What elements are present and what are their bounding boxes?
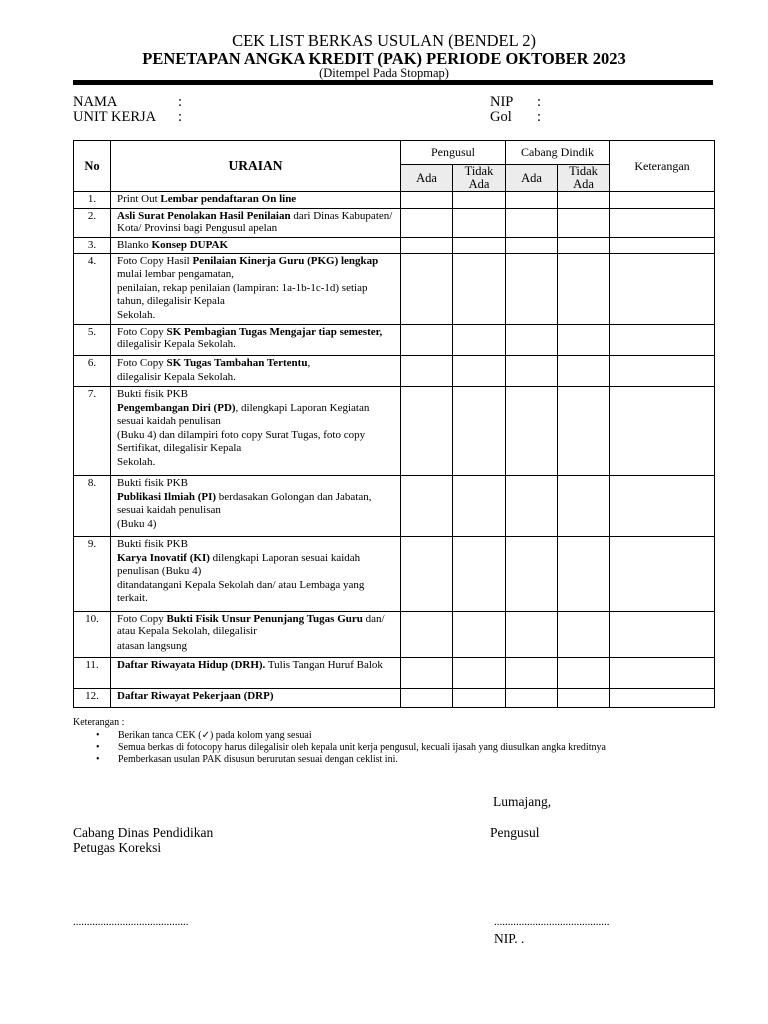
table-row bbox=[74, 208, 715, 237]
check-cabang-ada[interactable] bbox=[506, 536, 558, 611]
check-cabang-tidak-ada[interactable] bbox=[558, 611, 610, 657]
check-pengusul-tidak-ada[interactable] bbox=[453, 208, 506, 237]
keterangan-cell[interactable] bbox=[610, 254, 715, 325]
signature-line-right: .......................................... bbox=[494, 916, 610, 928]
check-cabang-tidak-ada[interactable] bbox=[558, 386, 610, 475]
check-cabang-ada[interactable] bbox=[506, 208, 558, 237]
table-row bbox=[74, 688, 715, 707]
header-keterangan: Keterangan bbox=[610, 141, 715, 192]
place-date: Lumajang, bbox=[493, 794, 552, 809]
check-pengusul-ada[interactable] bbox=[401, 475, 453, 536]
checklist-table bbox=[73, 140, 715, 708]
row-number: 1. bbox=[74, 192, 111, 209]
check-cabang-tidak-ada[interactable] bbox=[558, 657, 610, 688]
row-description: Foto Copy Bukti Fisik Unsur Penunjang Tugas Guru dan/ atau Kepala Sekolah, dilegalisir atasan langsung bbox=[111, 611, 401, 657]
check-pengusul-tidak-ada[interactable] bbox=[453, 324, 506, 355]
check-pengusul-tidak-ada[interactable] bbox=[453, 611, 506, 657]
check-cabang-ada[interactable] bbox=[506, 688, 558, 707]
row-description: Asli Surat Penolakan Hasil Penilaian dari Dinas Kabupaten/ Kota/ Provinsi bagi Pengusul apelan bbox=[111, 208, 401, 237]
title-line-1: CEK LIST BERKAS USULAN (BENDEL 2) bbox=[232, 31, 536, 50]
row-description: Bukti fisik PKB Karya Inovatif (KI) dilengkapi Laporan sesuai kaidah penulisan (Buku 4) ditandatangani Kepala Sekolah dan/ atau Lembaga yang terkait. bbox=[111, 536, 401, 611]
row-description: Daftar Riwayat Pekerjaan (DRP) bbox=[111, 688, 401, 707]
header-cabang-tidak-ada: Tidak Ada bbox=[558, 165, 610, 192]
note-item: • Semua berkas di fotocopy harus dilegalisir oleh kepala unit kerja pengusul, kecuali ijasah yang diusulkan angka kreditnya bbox=[118, 742, 723, 754]
nama-label: NAMA bbox=[73, 94, 118, 110]
check-pengusul-tidak-ada[interactable] bbox=[453, 475, 506, 536]
table-row bbox=[74, 611, 715, 657]
header-pengusul-ada: Ada bbox=[401, 165, 453, 192]
notes-label: Keterangan : bbox=[73, 717, 125, 728]
signer-left-line2: Petugas Koreksi bbox=[73, 840, 162, 855]
row-number: 7. bbox=[74, 386, 111, 475]
keterangan-cell[interactable] bbox=[610, 475, 715, 536]
keterangan-cell[interactable] bbox=[610, 657, 715, 688]
row-number: 6. bbox=[74, 355, 111, 386]
unit-kerja-label: UNIT KERJA bbox=[73, 109, 157, 125]
check-cabang-ada[interactable] bbox=[506, 237, 558, 254]
check-pengusul-tidak-ada[interactable] bbox=[453, 688, 506, 707]
header-pengusul: Pengusul bbox=[401, 141, 506, 165]
nip-label: NIP bbox=[490, 94, 514, 110]
row-number: 3. bbox=[74, 237, 111, 254]
table-row bbox=[74, 386, 715, 475]
row-number: 10. bbox=[74, 611, 111, 657]
check-pengusul-tidak-ada[interactable] bbox=[453, 192, 506, 209]
row-number: 4. bbox=[74, 254, 111, 325]
title-line-2: PENETAPAN ANGKA KREDIT (PAK) PERIODE OKTOBER 2023 bbox=[142, 49, 626, 68]
check-pengusul-ada[interactable] bbox=[401, 324, 453, 355]
check-cabang-tidak-ada[interactable] bbox=[558, 254, 610, 325]
keterangan-cell[interactable] bbox=[610, 208, 715, 237]
check-pengusul-tidak-ada[interactable] bbox=[453, 536, 506, 611]
check-pengusul-ada[interactable] bbox=[401, 688, 453, 707]
table-row bbox=[74, 192, 715, 209]
check-cabang-tidak-ada[interactable] bbox=[558, 536, 610, 611]
nama-colon: : bbox=[178, 94, 183, 110]
check-pengusul-tidak-ada[interactable] bbox=[453, 254, 506, 325]
row-number: 5. bbox=[74, 324, 111, 355]
table-row bbox=[74, 237, 715, 254]
note-item: • Pemberkasan usulan PAK disusun berurutan sesuai dengan ceklist ini. bbox=[118, 754, 723, 766]
keterangan-cell[interactable] bbox=[610, 386, 715, 475]
check-pengusul-tidak-ada[interactable] bbox=[453, 355, 506, 386]
keterangan-cell[interactable] bbox=[610, 536, 715, 611]
nip-signature: NIP. . bbox=[494, 931, 525, 946]
row-number: 11. bbox=[74, 657, 111, 688]
header-divider bbox=[73, 80, 713, 85]
check-cabang-ada[interactable] bbox=[506, 192, 558, 209]
table-row bbox=[74, 475, 715, 536]
check-cabang-tidak-ada[interactable] bbox=[558, 324, 610, 355]
check-cabang-tidak-ada[interactable] bbox=[558, 475, 610, 536]
check-cabang-tidak-ada[interactable] bbox=[558, 688, 610, 707]
unit-kerja-colon: : bbox=[178, 109, 183, 125]
notes-section bbox=[73, 717, 723, 766]
table-row bbox=[74, 355, 715, 386]
check-cabang-ada[interactable] bbox=[506, 611, 558, 657]
keterangan-cell[interactable] bbox=[610, 192, 715, 209]
table-row bbox=[74, 254, 715, 325]
keterangan-cell[interactable] bbox=[610, 688, 715, 707]
check-cabang-tidak-ada[interactable] bbox=[558, 192, 610, 209]
check-pengusul-ada[interactable] bbox=[401, 386, 453, 475]
check-pengusul-ada[interactable] bbox=[401, 536, 453, 611]
subtitle: (Ditempel Pada Stopmap) bbox=[319, 66, 449, 80]
header-no: No bbox=[74, 141, 111, 192]
check-cabang-ada[interactable] bbox=[506, 386, 558, 475]
row-number: 12. bbox=[74, 688, 111, 707]
check-cabang-ada[interactable] bbox=[506, 324, 558, 355]
signer-right-label: Pengusul bbox=[490, 825, 540, 840]
nip-colon: : bbox=[537, 94, 542, 110]
gol-label: Gol bbox=[490, 109, 512, 125]
check-cabang-tidak-ada[interactable] bbox=[558, 208, 610, 237]
check-pengusul-tidak-ada[interactable] bbox=[453, 237, 506, 254]
row-description: Print Out Lembar pendaftaran On line bbox=[111, 192, 401, 209]
header-pengusul-tidak-ada: Tidak Ada bbox=[453, 165, 506, 192]
check-pengusul-ada[interactable] bbox=[401, 192, 453, 209]
check-pengusul-ada[interactable] bbox=[401, 611, 453, 657]
keterangan-cell[interactable] bbox=[610, 355, 715, 386]
check-cabang-ada[interactable] bbox=[506, 355, 558, 386]
check-cabang-tidak-ada[interactable] bbox=[558, 355, 610, 386]
row-number: 2. bbox=[74, 208, 111, 237]
check-pengusul-ada[interactable] bbox=[401, 208, 453, 237]
check-pengusul-ada[interactable] bbox=[401, 237, 453, 254]
check-cabang-ada[interactable] bbox=[506, 254, 558, 325]
check-cabang-tidak-ada[interactable] bbox=[558, 237, 610, 254]
row-description: Foto Copy SK Tugas Tambahan Tertentu, dilegalisir Kepala Sekolah. bbox=[111, 355, 401, 386]
row-number: 8. bbox=[74, 475, 111, 536]
check-cabang-ada[interactable] bbox=[506, 657, 558, 688]
table-row bbox=[74, 536, 715, 611]
row-description: Blanko Konsep DUPAK bbox=[111, 237, 401, 254]
table-row bbox=[74, 324, 715, 355]
signer-left-line1: Cabang Dinas Pendidikan bbox=[73, 825, 214, 840]
row-description: Foto Copy Hasil Penilaian Kinerja Guru (PKG) lengkap mulai lembar pengamatan, penilaian, rekap penilaian (lampiran: 1a-1b-1c-1d) setiap tahun, dilegalisir Kepala Sekolah. bbox=[111, 254, 401, 325]
header-uraian: URAIAN bbox=[111, 141, 401, 192]
row-description: Daftar Riwayata Hidup (DRH). Tulis Tangan Huruf Balok bbox=[111, 657, 401, 688]
keterangan-cell[interactable] bbox=[610, 237, 715, 254]
header-cabang-ada: Ada bbox=[506, 165, 558, 192]
row-description: Bukti fisik PKB Publikasi Ilmiah (PI) berdasakan Golongan dan Jabatan, sesuai kaidah penulisan (Buku 4) bbox=[111, 475, 401, 536]
check-pengusul-ada[interactable] bbox=[401, 657, 453, 688]
gol-colon: : bbox=[537, 109, 542, 125]
keterangan-cell[interactable] bbox=[610, 324, 715, 355]
table-row bbox=[74, 657, 715, 688]
note-item: • Berikan tanca CEK (✓) pada kolom yang sesuai bbox=[118, 730, 723, 742]
row-number: 9. bbox=[74, 536, 111, 611]
signature-line-left: .......................................... bbox=[73, 916, 189, 928]
check-pengusul-ada[interactable] bbox=[401, 254, 453, 325]
header-cabang-dindik: Cabang Dindik bbox=[506, 141, 610, 165]
check-pengusul-tidak-ada[interactable] bbox=[453, 386, 506, 475]
row-description: Bukti fisik PKB Pengembangan Diri (PD), dilengkapi Laporan Kegiatan sesuai kaidah penulisan (Buku 4) dan dilampiri foto copy Surat Tugas, foto copy Sertifikat, dilegalisir Kepala Sekolah. bbox=[111, 386, 401, 475]
check-cabang-ada[interactable] bbox=[506, 475, 558, 536]
keterangan-cell[interactable] bbox=[610, 611, 715, 657]
check-pengusul-tidak-ada[interactable] bbox=[453, 657, 506, 688]
notes-list bbox=[73, 730, 723, 766]
check-pengusul-ada[interactable] bbox=[401, 355, 453, 386]
row-description: Foto Copy SK Pembagian Tugas Mengajar tiap semester, dilegalisir Kepala Sekolah. bbox=[111, 324, 401, 355]
